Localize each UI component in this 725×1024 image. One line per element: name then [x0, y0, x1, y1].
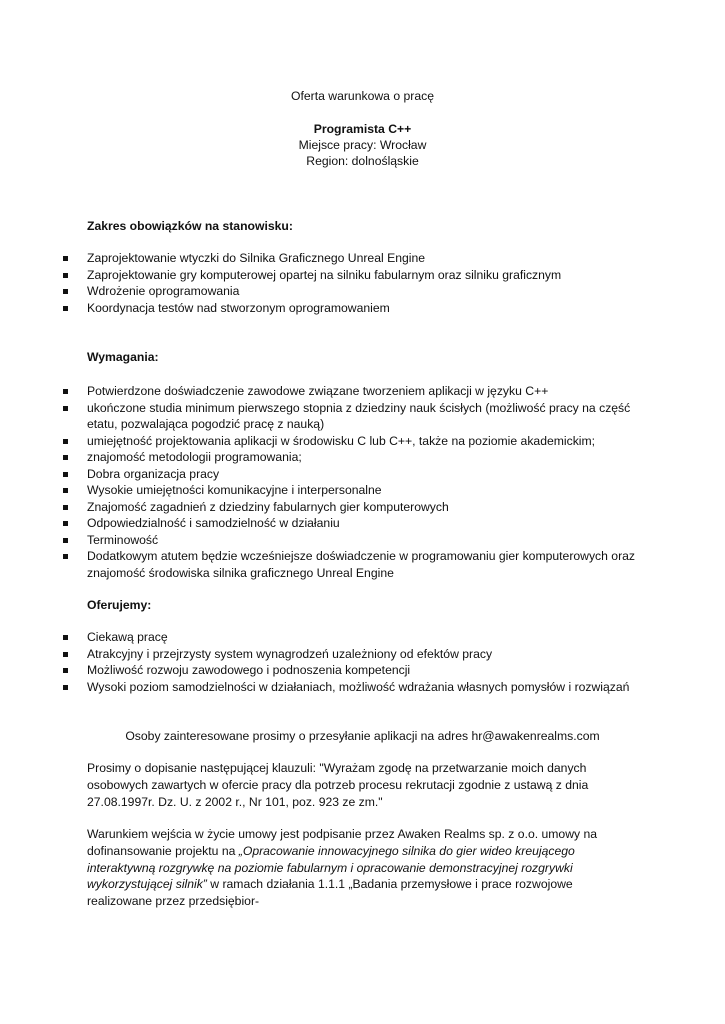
bullet-icon	[63, 521, 68, 526]
list-item-text: ukończone studia minimum pierwszego stopnia z dziedziny nauk ścisłych (możliwość pracy na część etatu, pozwalająca pogodzić pracę z nauką)	[87, 400, 631, 431]
list-item-text: Zaprojektowanie gry komputerowej opartej na silniku fabularnym oraz silniku graficznym	[87, 267, 562, 282]
list-item	[0, 679, 647, 696]
bullet-icon	[63, 455, 68, 460]
work-location: Miejsce pracy: Wrocław	[298, 138, 427, 152]
duties-heading: Zakres obowiązków na stanowisku:	[87, 219, 293, 233]
list-item	[0, 283, 647, 300]
project-title: „Opracowanie innowacyjnego silnika do gier wideo kreującego interaktywną rozgrywkę na poziomie fabularnym i opracowanie demonstracyjnej rozgrywki wykorzystującej silnik”	[87, 843, 575, 892]
list-item	[0, 532, 647, 549]
list-item-text: Dodatkowym atutem będzie wcześniejsze doświadczenie w programowaniu gier komputerowych oraz znajomość środowiska silnika graficznego Unreal Engine	[87, 549, 636, 580]
list-item-text: Atrakcyjny i przejrzysty system wynagrodzeń uzależniony od efektów pracy	[87, 646, 493, 661]
condition-text-part1: Warunkiem wejścia w życie umowy jest podpisanie przez Awaken Realms sp. z o.o. umowy na dofinansowanie projektu na	[87, 827, 598, 858]
list-item	[0, 629, 647, 646]
list-item	[0, 250, 647, 267]
list-item	[0, 383, 647, 400]
list-item	[0, 646, 647, 663]
bullet-icon	[63, 554, 68, 559]
list-item-text: znajomość metodologii programowania;	[87, 450, 302, 464]
requirements-list	[0, 383, 725, 581]
work-region: Region: dolnośląskie	[306, 154, 419, 168]
offer-list	[0, 629, 725, 695]
bullet-icon	[63, 289, 68, 294]
list-item	[0, 482, 647, 499]
contact-info: Osoby zainteresowane prosimy o przesyłanie aplikacji na adres hr@awakenrealms.com	[125, 729, 600, 743]
bullet-icon	[63, 256, 68, 261]
list-item-text: Możliwość rozwoju zawodowego i podnoszenia kompetencji	[87, 663, 411, 677]
list-item-text: Odpowiedzialność i samodzielność w działaniu	[87, 516, 340, 530]
bullet-icon	[63, 505, 68, 510]
list-item	[0, 466, 647, 483]
consent-clause: Prosimy o dopisanie następującej klauzuli: "Wyrażam zgodę na przetwarzanie moich danych osobowych zawartych w ofercie pracy dla potrzeb procesu rekrutacji zgodnie z ustawą z dnia 27.08.1997r. Dz. U. z 2002 r., Nr 101, poz. 923 ze zm."	[87, 761, 589, 809]
list-item-text: Dobra organizacja pracy	[87, 466, 220, 481]
list-item-text: Koordynacja testów nad stworzonym oprogramowaniem	[87, 300, 390, 315]
list-item-text: Potwierdzone doświadczenie zawodowe związane tworzeniem aplikacji w języku C++	[87, 384, 549, 398]
bullet-icon	[63, 439, 68, 444]
bullet-icon	[63, 538, 68, 543]
bullet-icon	[63, 406, 68, 411]
condition-text-part2: w ramach działania 1.1.1 „Badania przemysłowe i prace rozwojowe realizowane przez przedsiębior-	[87, 877, 573, 909]
bullet-icon	[63, 668, 68, 673]
list-item	[0, 515, 647, 532]
list-item	[0, 662, 647, 679]
list-item-text: Znajomość zagadnień z dziedziny fabularnych gier komputerowych	[87, 499, 449, 514]
list-item-text: Wysokie umiejętności komunikacyjne i interpersonalne	[87, 483, 382, 497]
bullet-icon	[63, 472, 68, 477]
bullet-icon	[63, 635, 68, 640]
position-title: Programista C++	[313, 122, 412, 136]
duties-list	[0, 250, 725, 316]
list-item-text: Terminowość	[87, 532, 159, 547]
bullet-icon	[63, 685, 68, 690]
list-item-text: Wysoki poziom samodzielności w działaniach, możliwość wdrażania własnych pomysłów i rozwiązań	[87, 679, 630, 694]
list-item-text: umiejętność projektowania aplikacji w środowisku C lub C++, także na poziomie akademickim;	[87, 433, 596, 448]
list-item	[0, 499, 647, 516]
bullet-icon	[63, 488, 68, 493]
list-item	[0, 267, 647, 284]
list-item	[0, 300, 647, 317]
list-item-text: Ciekawą pracę	[87, 630, 168, 644]
offer-title: Oferta warunkowa o pracę	[291, 89, 434, 103]
requirements-heading: Wymagania:	[87, 350, 159, 364]
bullet-icon	[63, 652, 68, 657]
bullet-icon	[63, 273, 68, 278]
condition-paragraph	[87, 826, 632, 910]
bullet-icon	[63, 306, 68, 311]
list-item	[0, 400, 647, 433]
list-item	[0, 548, 647, 581]
list-item	[0, 449, 647, 466]
list-item	[0, 433, 647, 450]
list-item-text: Zaprojektowanie wtyczki do Silnika Graficznego Unreal Engine	[87, 251, 426, 265]
list-item-text: Wdrożenie oprogramowania	[87, 284, 240, 298]
bullet-icon	[63, 389, 68, 394]
offer-heading: Oferujemy:	[87, 598, 152, 612]
